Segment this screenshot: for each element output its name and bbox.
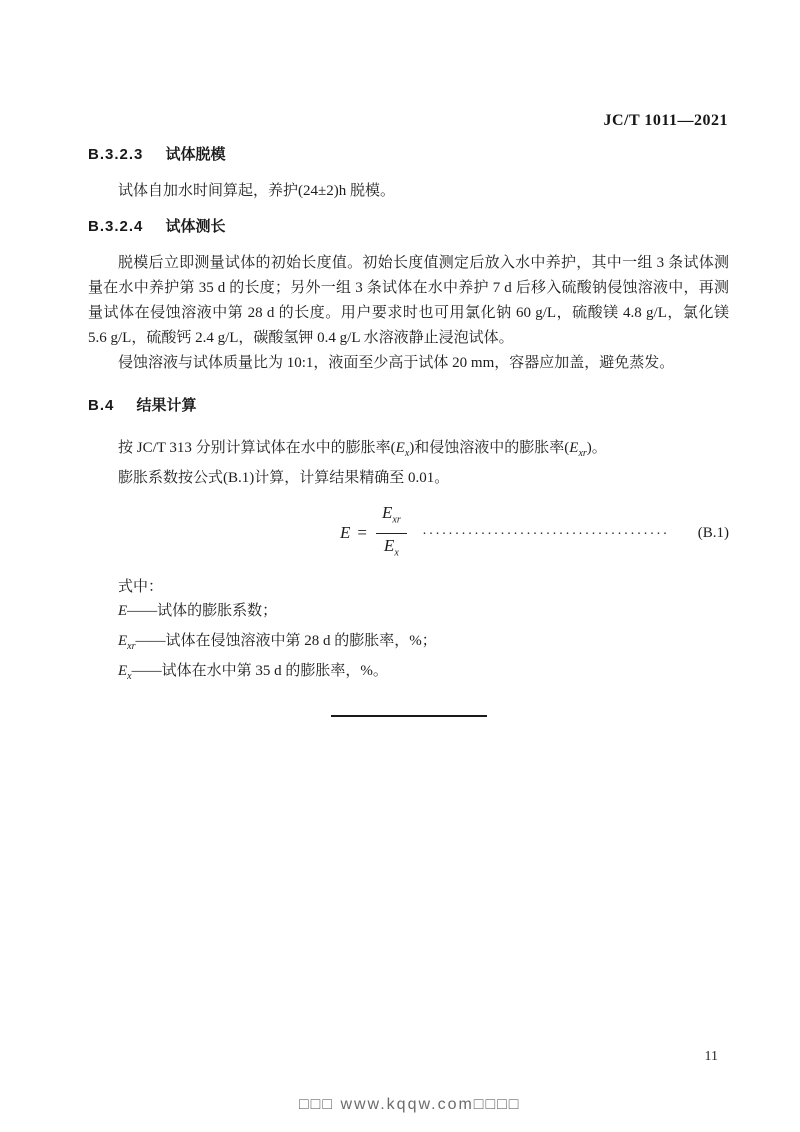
symbol-subscript: x — [394, 546, 399, 558]
definition-text: 试体在水中第 35 d 的膨胀率，%。 — [161, 663, 388, 679]
equals-sign: = — [357, 523, 367, 542]
definition-dash: —— — [131, 663, 162, 679]
footer-watermark: □□□ www.kqqw.com□□□□ — [299, 1096, 521, 1113]
fraction-numerator — [374, 503, 409, 532]
section-title: 结果计算 — [136, 397, 197, 414]
page-number: 11 — [704, 1049, 718, 1064]
paragraph-b4-p1 — [88, 436, 729, 466]
paragraph-b4-p2: 膨胀系数按公式(B.1)计算，计算结果精确至 0.01。 — [118, 470, 450, 486]
symbol-E: E — [381, 503, 393, 523]
definitions-intro: 式中： — [118, 579, 164, 595]
paragraph-b324-p2: 侵蚀溶液与试体质量比为 10:1，液面至少高于试体 20 mm，容器应加盖，避免蒸发。 — [118, 355, 675, 371]
section-number: B.3.2.3 — [88, 146, 144, 163]
end-of-section-rule — [331, 715, 487, 717]
symbol-Ex: E — [395, 440, 405, 456]
symbol-subscript: xr — [578, 448, 587, 459]
symbol-Exr: E — [569, 440, 579, 456]
definition-dash: —— — [127, 603, 158, 619]
paragraph-b323-body: 试体自加水时间算起，养护(24±2)h 脱模。 — [118, 183, 395, 199]
definition-item-Exr — [118, 629, 729, 659]
section-number: B.3.2.4 — [88, 218, 144, 235]
doc-number-header: JC/T 1011—2021 — [603, 112, 728, 129]
formula-lhs: E — [340, 523, 351, 542]
fraction-denominator — [376, 533, 407, 563]
definition-item-Ex — [118, 659, 729, 689]
definition-text: 试体的膨胀系数； — [157, 603, 278, 619]
dotted-leader: ...................................... — [422, 523, 670, 538]
page-content — [88, 145, 729, 717]
section-heading-b323 — [88, 145, 729, 165]
formula-number: (B.1) — [697, 524, 729, 541]
symbol-subscript: x — [404, 448, 410, 459]
section-title: 试体脱模 — [165, 146, 226, 163]
symbol-subscript: xr — [127, 641, 136, 652]
section-heading-b324 — [88, 217, 729, 237]
symbol-definitions — [118, 575, 729, 689]
symbol-E: E — [118, 603, 128, 619]
definition-item-E — [118, 599, 729, 629]
definition-dash: —— — [135, 633, 166, 649]
text-segment: )和侵蚀溶液中的膨胀率( — [409, 440, 570, 456]
definition-text: 试体在侵蚀溶液中第 28 d 的膨胀率，%； — [165, 633, 437, 649]
symbol-E: E — [118, 633, 128, 649]
section-number: B.4 — [88, 397, 115, 414]
paragraph-b324-p1: 脱模后立即测量试体的初始长度值。初始长度值测定后放入水中养护，其中一组 3 条试体测量在水中养护第 35 d 的长度；另外一组 3 条试体在水中养护 7 d 后移入硫酸钠侵蚀溶液中，再测量试体在侵蚀溶液中第 28 d 的长度。用户要求时也可用氯化钠 60 g/L，硫酸镁 4.8 g/L，氯化镁 5.6 g/L，硫酸钙 2.4 g/L，碳酸氢钾 0.4 g/L 水溶液静止浸泡试体。 — [88, 255, 729, 346]
symbol-subscript: x — [127, 671, 132, 682]
symbol-subscript: xr — [392, 514, 401, 526]
text-segment: 按 JC/T 313 分别计算试体在水中的膨胀率( — [118, 440, 396, 456]
symbol-E: E — [118, 663, 128, 679]
section-heading-b4 — [88, 396, 729, 416]
fraction — [374, 503, 409, 563]
symbol-E: E — [383, 535, 395, 555]
text-segment: )。 — [586, 440, 607, 456]
section-title: 试体测长 — [165, 218, 226, 235]
formula-b1 — [88, 503, 729, 559]
